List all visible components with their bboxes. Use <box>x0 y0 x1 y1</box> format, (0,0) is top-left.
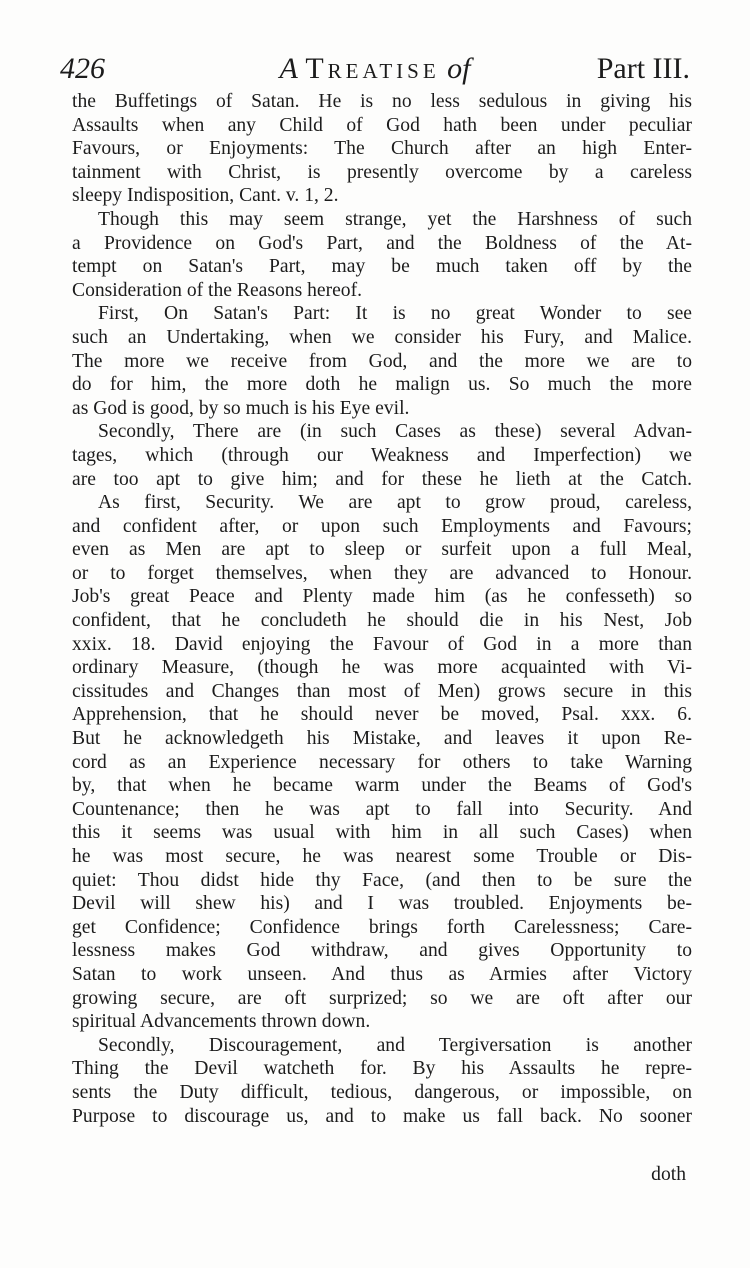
text-line: Purpose to discourage us, and to make us fall back. No sooner <box>72 1105 692 1127</box>
text-line: Devil will shew his) and I was troubled. Enjoyments be- <box>72 893 692 915</box>
text-line: Favours, or Enjoyments: The Church after an high Enter- <box>72 138 692 160</box>
text-line: Satan to work unseen. And thus as Armies after Victory <box>72 963 692 985</box>
text-line: do for him, the more doth he malign us. So much the more <box>72 374 692 396</box>
text-line: lessness makes God withdraw, and gives Opportunity to <box>72 940 692 962</box>
text-line: the Buffetings of Satan. He is no less sedulous in giving his <box>72 91 692 112</box>
part-label: Part III. <box>596 52 690 85</box>
text-line: by, that when he became warm under the Beams of God's <box>72 775 692 797</box>
text-line: this it seems was usual with him in all such Cases) when <box>72 822 692 844</box>
text-line: As first, Security. We are apt to grow proud, careless, <box>98 492 692 514</box>
text-line: First, On Satan's Part: It is no great Wonder to see <box>98 303 692 325</box>
text-line: ordinary Measure, (though he was more acquainted with Vi- <box>72 657 692 679</box>
body-text <box>72 90 692 1128</box>
text-line: quiet: Thou didst hide thy Face, (and then to be sure the <box>72 869 692 891</box>
text-line: Assaults when any Child of God hath been under peculiar <box>72 114 692 136</box>
text-line: Secondly, There are (in such Cases as these) several Advan- <box>98 421 692 443</box>
text-line: Countenance; then he was apt to fall into Security. And <box>72 798 692 820</box>
text-line: tainment with Christ, is presently overcome by a careless <box>72 161 692 183</box>
text-line: a Providence on God's Part, and the Boldness of the At- <box>72 232 692 254</box>
text-line: even as Men are apt to sleep or surfeit upon a full Meal, <box>72 539 692 561</box>
text-line: Consideration of the Reasons hereof. <box>72 279 363 301</box>
page-number: 426 <box>60 52 105 85</box>
text-line: sleepy Indisposition, Cant. v. 1, 2. <box>72 185 339 207</box>
running-title-article: A <box>279 52 298 85</box>
running-title-of: of <box>447 52 471 85</box>
text-line: xxix. 18. David enjoying the Favour of God in a more than <box>72 633 692 655</box>
text-line: sents the Duty difficult, tedious, dangerous, or impossible, on <box>72 1081 692 1103</box>
text-line: such an Undertaking, when we consider his Fury, and Malice. <box>72 326 692 348</box>
running-title-treatise: Treatise <box>305 52 440 85</box>
text-line: as God is good, by so much is his Eye evil. <box>72 397 410 419</box>
text-line: are too apt to give him; and for these he lieth at the Catch. <box>72 468 692 490</box>
text-line: But he acknowledgeth his Mistake, and leaves it upon Re- <box>72 728 692 750</box>
text-line: tages, which (through our Weakness and Imperfection) we <box>72 444 692 466</box>
text-line: or to forget themselves, when they are advanced to Honour. <box>72 562 692 584</box>
text-line: Secondly, Discouragement, and Tergiversation is another <box>98 1034 692 1056</box>
text-line: Apprehension, that he should never be moved, Psal. xxx. 6. <box>72 704 692 726</box>
text-line: he was most secure, he was nearest some Trouble or Dis- <box>72 846 692 867</box>
page-header <box>60 52 690 92</box>
text-line: tempt on Satan's Part, may be much taken off by the <box>72 256 692 278</box>
text-line: cord as an Experience necessary for others to take Warning <box>72 751 692 773</box>
text-line: get Confidence; Confidence brings forth Carelessness; Care- <box>72 916 692 938</box>
text-line: and confident after, or upon such Employments and Favours; <box>72 515 692 537</box>
text-line: confident, that he concludeth he should die in his Nest, Job <box>72 610 692 632</box>
text-line: cissitudes and Changes than most of Men) grows secure in this <box>72 680 692 702</box>
text-line: The more we receive from God, and the more we are to <box>72 350 692 372</box>
text-line: growing secure, are oft surprized; so we are oft after our <box>72 987 692 1009</box>
running-title <box>60 52 690 86</box>
text-line: Though this may seem strange, yet the Harshness of such <box>98 208 692 230</box>
catchword: doth <box>651 1164 686 1185</box>
text-line: Thing the Devil watcheth for. By his Assaults he repre- <box>72 1058 692 1080</box>
text-line: Job's great Peace and Plenty made him (as he confesseth) so <box>72 586 692 608</box>
text-line: spiritual Advancements thrown down. <box>72 1011 371 1033</box>
